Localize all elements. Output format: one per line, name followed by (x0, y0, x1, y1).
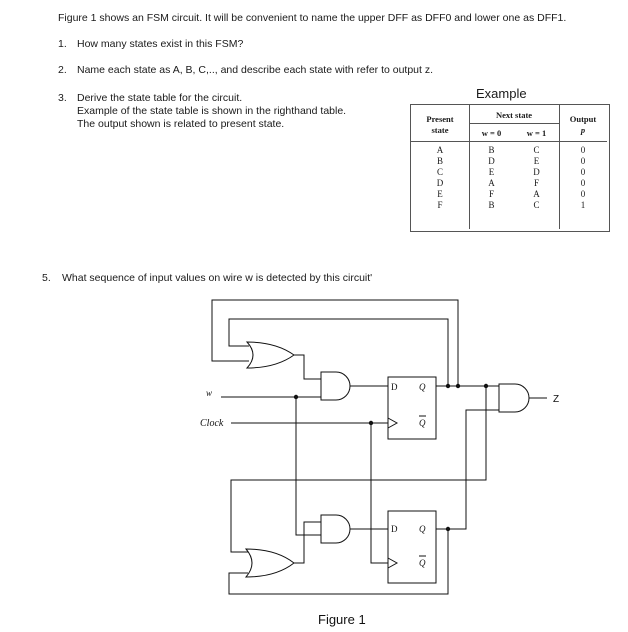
row-c-present: C (436, 167, 443, 177)
row-b-output: 0 (580, 156, 586, 166)
junction-1 (446, 384, 450, 388)
question-2-text: Name each state as A, B, C,.., and describe each state with refer to output z. (77, 64, 434, 76)
question-5-num: 5. (42, 272, 51, 284)
wire-lower-q (436, 410, 499, 529)
question-3-line-3: The output shown is related to present state. (77, 118, 285, 130)
question-2-num: 2. (58, 64, 67, 76)
question-3-line-1: Derive the state table for the circuit. (77, 92, 243, 104)
upper-dff-q-label: Q (419, 382, 426, 392)
lower-and-gate (321, 515, 350, 543)
upper-dff-qbar-label: Q (419, 418, 426, 428)
wire-upper-q-feedback-1 (229, 319, 448, 386)
row-a-present: A (436, 145, 444, 155)
junction-3 (484, 384, 488, 388)
junction-6 (446, 527, 450, 531)
question-1-text: How many states exist in this FSM? (77, 38, 244, 50)
row-d-w0: A (488, 178, 495, 188)
wire-upper-q-feedback-2 (212, 300, 458, 386)
label-w: w (206, 388, 213, 398)
wire-w-down (296, 397, 321, 535)
row-e-w0: F (488, 189, 494, 199)
row-e-w1: A (533, 189, 540, 199)
row-a-output: 0 (580, 145, 586, 155)
label-clock: Clock (200, 418, 224, 429)
junction-4 (294, 395, 298, 399)
row-a-w1: C (533, 145, 540, 155)
upper-dff-d-label: D (391, 382, 398, 392)
row-d-present: D (436, 178, 444, 188)
row-c-w1: D (533, 167, 540, 177)
row-f-w1: C (533, 200, 540, 210)
wire-junctions (294, 384, 488, 531)
lower-dff-d-label: D (391, 524, 398, 534)
upper-and-gate (321, 372, 350, 400)
output-and-gate (499, 384, 529, 412)
row-f-w0: B (488, 200, 495, 210)
lower-dff-qbar-label: Q (419, 558, 426, 568)
label-z: Z (553, 394, 560, 405)
upper-or-gate (247, 342, 294, 368)
row-a-w0: B (488, 145, 495, 155)
row-e-present: E (437, 189, 443, 199)
row-b-present: B (436, 156, 443, 166)
question-3-line-2: Example of the state table is shown in the righthand table. (77, 105, 347, 117)
header-next-state: Next state (495, 110, 533, 120)
header-w0: w = 0 (481, 128, 502, 138)
header-output-symbol: p (580, 125, 586, 135)
row-d-w1: F (533, 178, 539, 188)
question-1-num: 1. (58, 38, 67, 50)
figure-caption: Figure 1 (318, 612, 366, 627)
row-b-w1: E (533, 156, 540, 166)
junction-5 (369, 421, 373, 425)
wire-lower-q-feedback (229, 529, 448, 594)
row-c-w0: E (488, 167, 495, 177)
intro-text: Figure 1 shows an FSM circuit. It will be convenient to name the upper DFF as DFF0 and lower one as DFF1. (58, 12, 567, 24)
row-f-present: F (437, 200, 443, 210)
wire-upper-or-to-and (294, 355, 321, 379)
header-w1: w = 1 (526, 128, 547, 138)
lower-or-gate (246, 549, 294, 577)
row-d-output: 0 (580, 178, 586, 188)
lower-dff-q-label: Q (419, 524, 426, 534)
row-b-w0: D (488, 156, 495, 166)
row-e-output: 0 (580, 189, 586, 199)
wire-lower-or-to-and (294, 522, 321, 563)
junction-2 (456, 384, 460, 388)
example-title: Example (476, 86, 527, 101)
wire-clock-down (371, 423, 388, 563)
header-present-state: state (431, 125, 449, 135)
row-c-output: 0 (580, 167, 586, 177)
lower-dff (388, 511, 436, 583)
header-present: Present (426, 114, 454, 124)
header-output: Output (569, 114, 597, 124)
question-5-text: What sequence of input values on wire w is detected by this circuit' (62, 272, 373, 284)
row-f-output: 1 (580, 200, 586, 210)
question-3-num: 3. (58, 92, 67, 104)
